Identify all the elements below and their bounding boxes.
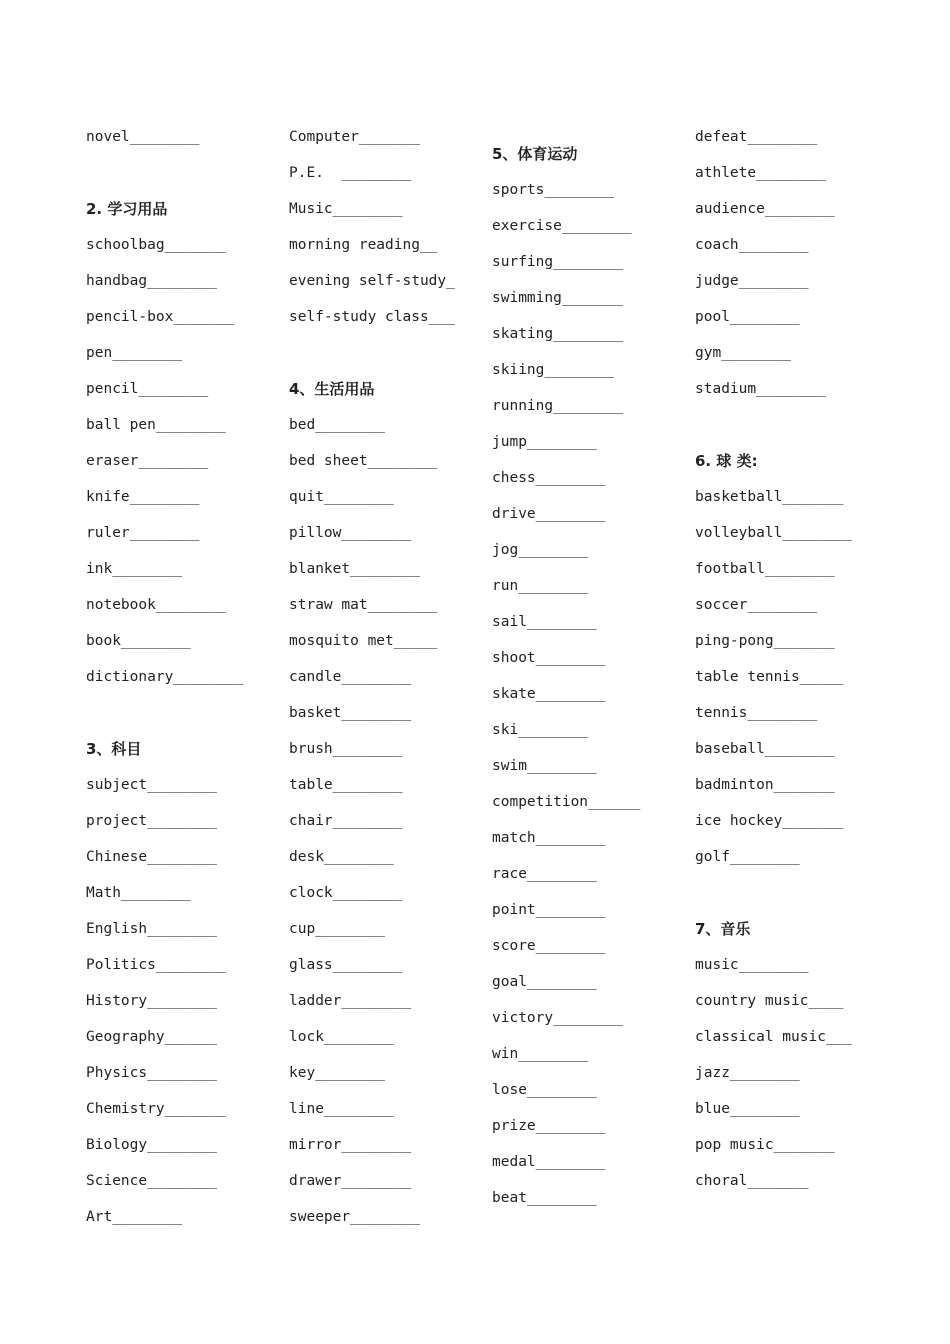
vocab-item: shoot________ [492, 650, 606, 666]
vocab-item: project________ [86, 813, 217, 829]
column-2 [289, 126, 489, 1242]
vocab-item: defeat________ [695, 129, 818, 145]
section-heading: 7、音乐 [695, 920, 751, 938]
section-heading: 2. 学习用品 [86, 200, 168, 218]
vocab-item: stadium________ [695, 381, 826, 397]
vocab-item: glass________ [289, 957, 403, 973]
vocab-item: novel________ [86, 129, 200, 145]
vocab-item: Politics________ [86, 957, 226, 973]
vocab-item: race________ [492, 866, 597, 882]
vocab-item: key________ [289, 1065, 386, 1081]
vocab-item: golf________ [695, 849, 800, 865]
vocab-item: win________ [492, 1046, 589, 1062]
vocab-item: audience________ [695, 201, 835, 217]
vocab-item: jog________ [492, 542, 589, 558]
vocab-item: prize________ [492, 1118, 606, 1134]
vocab-item: straw mat________ [289, 597, 438, 613]
vocab-item: mirror________ [289, 1137, 412, 1153]
vocab-item: Chemistry_______ [86, 1101, 226, 1117]
vocab-item: History________ [86, 993, 217, 1009]
vocab-item: sail________ [492, 614, 597, 630]
vocab-item: pencil________ [86, 381, 209, 397]
vocab-item: badminton_______ [695, 777, 835, 793]
vocab-item: chess________ [492, 470, 606, 486]
vocab-item: classical music___ [695, 1029, 853, 1045]
vocab-item: country music____ [695, 993, 844, 1009]
vocab-item: basket________ [289, 705, 412, 721]
vocab-item: goal________ [492, 974, 597, 990]
section-heading: 6. 球 类: [695, 452, 758, 470]
vocab-item: baseball________ [695, 741, 835, 757]
vocab-item: bed sheet________ [289, 453, 438, 469]
vocab-item: clock________ [289, 885, 403, 901]
spacer [695, 882, 895, 918]
vocab-item: ink________ [86, 561, 183, 577]
vocab-item: knife________ [86, 489, 200, 505]
vocab-item: choral_______ [695, 1173, 809, 1189]
vocab-item: soccer________ [695, 597, 818, 613]
vocab-item: ski________ [492, 722, 589, 738]
vocab-item: ball pen________ [86, 417, 226, 433]
vocab-item: table________ [289, 777, 403, 793]
section-heading: 4、生活用品 [289, 380, 375, 398]
vocab-item: chair________ [289, 813, 403, 829]
vocab-item: skiing________ [492, 362, 615, 378]
vocab-item: medal________ [492, 1154, 606, 1170]
vocab-item: bed________ [289, 417, 386, 433]
vocab-item: Physics________ [86, 1065, 217, 1081]
vocab-item: desk________ [289, 849, 394, 865]
vocab-item: basketball_______ [695, 489, 844, 505]
vocab-item: exercise________ [492, 218, 632, 234]
vocab-item: evening self-study_ [289, 273, 455, 289]
vocab-item: lock________ [289, 1029, 394, 1045]
vocab-item: gym________ [695, 345, 792, 361]
vocab-item: blue________ [695, 1101, 800, 1117]
vocab-item: Biology________ [86, 1137, 217, 1153]
vocab-item: football________ [695, 561, 835, 577]
vocab-item: point________ [492, 902, 606, 918]
vocab-item: Science________ [86, 1173, 217, 1189]
vocab-item: victory________ [492, 1010, 623, 1026]
spacer [289, 342, 489, 378]
vocab-item: English________ [86, 921, 217, 937]
vocab-item: pool________ [695, 309, 800, 325]
vocab-item: sports________ [492, 182, 615, 198]
vocab-item: Art________ [86, 1209, 183, 1225]
vocab-item: volleyball________ [695, 525, 853, 541]
vocab-item: skating________ [492, 326, 623, 342]
vocab-item: schoolbag_______ [86, 237, 226, 253]
vocab-item: music________ [695, 957, 809, 973]
vocab-item: book________ [86, 633, 191, 649]
vocab-item: quit________ [289, 489, 394, 505]
spacer [492, 126, 692, 143]
vocab-item: score________ [492, 938, 606, 954]
vocab-item: tennis________ [695, 705, 818, 721]
vocab-item: run________ [492, 578, 589, 594]
vocab-item: mosquito met_____ [289, 633, 438, 649]
spacer [86, 162, 286, 198]
vocab-item: Computer_______ [289, 129, 420, 145]
column-3 [492, 126, 692, 1223]
vocab-item: judge________ [695, 273, 809, 289]
vocab-item: drawer________ [289, 1173, 412, 1189]
vocab-item: ice hockey_______ [695, 813, 844, 829]
vocab-item: blanket________ [289, 561, 420, 577]
vocab-item: jump________ [492, 434, 597, 450]
vocab-item: Chinese________ [86, 849, 217, 865]
vocab-item: Music________ [289, 201, 403, 217]
vocab-item: jazz________ [695, 1065, 800, 1081]
vocab-item: competition______ [492, 794, 641, 810]
vocab-item: pencil-box_______ [86, 309, 235, 325]
vocab-item: ruler________ [86, 525, 200, 541]
section-heading: 3、科目 [86, 740, 142, 758]
vocab-item: eraser________ [86, 453, 209, 469]
vocab-item: ladder________ [289, 993, 412, 1009]
column-4 [695, 126, 895, 1206]
vocab-item: Math________ [86, 885, 191, 901]
vocab-item: skate________ [492, 686, 606, 702]
vocab-item: self-study class___ [289, 309, 455, 325]
spacer [695, 414, 895, 450]
vocab-item: candle________ [289, 669, 412, 685]
vocab-item: surfing________ [492, 254, 623, 270]
vocab-item: subject________ [86, 777, 217, 793]
vocab-item: match________ [492, 830, 606, 846]
vocab-item: pillow________ [289, 525, 412, 541]
vocab-item: athlete________ [695, 165, 826, 181]
vocab-item: running________ [492, 398, 623, 414]
vocab-item: line________ [289, 1101, 394, 1117]
vocab-item: swim________ [492, 758, 597, 774]
vocab-item: morning reading__ [289, 237, 438, 253]
vocab-item: sweeper________ [289, 1209, 420, 1225]
vocab-item: brush________ [289, 741, 403, 757]
vocab-item: coach________ [695, 237, 809, 253]
vocab-item: P.E. ________ [289, 165, 412, 181]
vocab-item: drive________ [492, 506, 606, 522]
vocab-item: cup________ [289, 921, 386, 937]
vocab-item: pen________ [86, 345, 183, 361]
vocab-item: lose________ [492, 1082, 597, 1098]
section-heading: 5、体育运动 [492, 145, 578, 163]
vocab-item: Geography______ [86, 1029, 217, 1045]
vocab-item: table tennis_____ [695, 669, 844, 685]
vocab-item: handbag________ [86, 273, 217, 289]
vocab-item: notebook________ [86, 597, 226, 613]
vocab-item: ping-pong_______ [695, 633, 835, 649]
vocab-item: swimming_______ [492, 290, 623, 306]
vocab-item: pop music_______ [695, 1137, 835, 1153]
column-1 [86, 126, 286, 1242]
vocab-item: beat________ [492, 1190, 597, 1206]
vocab-item: dictionary________ [86, 669, 244, 685]
spacer [86, 702, 286, 738]
